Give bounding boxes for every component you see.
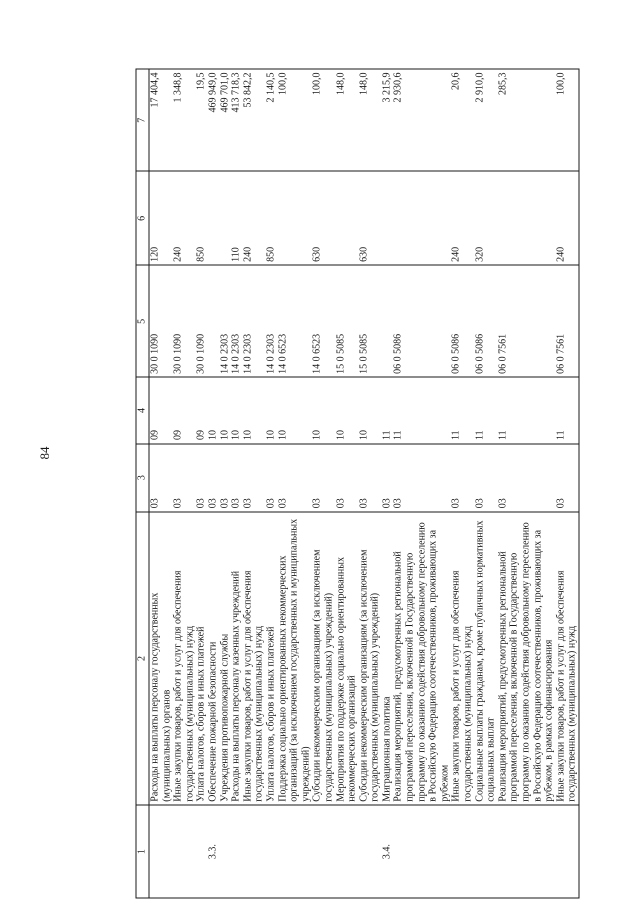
row-section-code: 03	[555, 444, 579, 512]
row-target-code: 15 0 5085	[358, 265, 381, 377]
row-number	[277, 805, 312, 898]
header-col-1: 1	[136, 805, 149, 898]
row-target-code: 14 0 2303	[265, 265, 277, 377]
row-number	[555, 805, 579, 898]
row-section-code: 03	[219, 444, 231, 512]
row-number	[335, 805, 358, 898]
page-number: 84	[37, 446, 52, 460]
table-row	[265, 69, 277, 898]
row-target-code: 06 0 7561	[497, 265, 555, 377]
row-target-code: 14 0 2303	[219, 265, 231, 377]
row-amount: 2 910,0	[474, 69, 497, 171]
row-name: Реализация мероприятий, предусмотренных региональной программой переселения, включенной в Государственную программу по оказанию содействия добровольному переселению в Российскую Федерацию соотечественников, проживающих за рубежом	[393, 512, 451, 805]
header-col-4: 4	[136, 377, 149, 443]
row-number	[265, 805, 277, 898]
row-name: Реализация мероприятий, предусмотренных региональной программой переселения, включенной в Государственную программу по оказанию содействия добровольному переселению в Российскую Федерацию соотечественников, проживающих за рубежом, в рамках софинансирования	[497, 512, 555, 805]
row-amount: 2 930,6	[393, 69, 451, 171]
header-col-6: 6	[136, 171, 149, 265]
table-row	[358, 69, 381, 898]
row-name: Расходы на выплаты персоналу государственных (муниципальных) органов	[149, 512, 173, 805]
table-row	[173, 69, 196, 898]
row-section-code: 03	[242, 444, 265, 512]
row-number: 3.4.	[381, 805, 393, 898]
row-subsection-code: 09	[196, 377, 208, 443]
table-row	[312, 69, 335, 898]
row-subsection-code: 11	[451, 377, 474, 443]
row-expense-type-code: 320	[474, 171, 497, 265]
row-expense-type-code: 850	[196, 171, 208, 265]
row-amount: 17 404,4	[149, 69, 173, 171]
row-amount: 2 140,5	[265, 69, 277, 171]
header-col-5: 5	[136, 265, 149, 377]
row-name: Мероприятия по поддержке социально ориентированных некоммерческих организаций	[335, 512, 358, 805]
row-expense-type-code	[207, 171, 219, 265]
row-subsection-code: 10	[219, 377, 231, 443]
row-amount: 3 215,9	[381, 69, 393, 171]
row-section-code: 03	[393, 444, 451, 512]
row-name: Расходы на выплаты персоналу казенных учреждений	[231, 512, 243, 805]
row-expense-type-code	[381, 171, 393, 265]
row-amount: 100,0	[555, 69, 579, 171]
row-section-code: 03	[265, 444, 277, 512]
rotated-table-container	[136, 69, 611, 899]
row-expense-type-code: 120	[149, 171, 173, 265]
row-section-code: 03	[277, 444, 312, 512]
table-row	[474, 69, 497, 898]
row-target-code: 14 0 2303	[242, 265, 265, 377]
row-amount: 53 842,2	[242, 69, 265, 171]
row-name: Иные закупки товаров, работ и услуг для обеспечения государственных (муниципальных) нужд	[555, 512, 579, 805]
row-section-code: 03	[312, 444, 335, 512]
header-col-3: 3	[136, 444, 149, 512]
row-target-code: 15 0 5085	[335, 265, 358, 377]
row-number	[173, 805, 196, 898]
row-number	[196, 805, 208, 898]
row-number	[358, 805, 381, 898]
row-number	[242, 805, 265, 898]
row-target-code	[207, 265, 219, 377]
row-target-code: 30 0 1090	[196, 265, 208, 377]
table-row	[393, 69, 451, 898]
row-target-code: 06 0 7561	[555, 265, 579, 377]
row-expense-type-code: 630	[358, 171, 381, 265]
row-name: Учреждения противопожарной службы	[219, 512, 231, 805]
row-subsection-code: 10	[207, 377, 219, 443]
row-section-code: 03	[207, 444, 219, 512]
row-expense-type-code: 240	[451, 171, 474, 265]
row-subsection-code: 10	[335, 377, 358, 443]
row-target-code: 14 0 2303	[231, 265, 243, 377]
row-number	[497, 805, 555, 898]
row-subsection-code: 10	[277, 377, 312, 443]
row-expense-type-code	[219, 171, 231, 265]
row-expense-type-code	[277, 171, 312, 265]
row-amount: 469 701,0	[219, 69, 231, 171]
row-target-code: 30 0 1090	[149, 265, 173, 377]
row-name: Иные закупки товаров, работ и услуг для обеспечения государственных (муниципальных) нужд	[173, 512, 196, 805]
row-expense-type-code: 240	[242, 171, 265, 265]
table-row	[149, 69, 173, 898]
row-subsection-code: 10	[242, 377, 265, 443]
row-number	[451, 805, 474, 898]
table-body	[149, 69, 579, 898]
table-row	[335, 69, 358, 898]
row-expense-type-code	[393, 171, 451, 265]
row-target-code: 30 0 1090	[173, 265, 196, 377]
row-name: Уплата налогов, сборов и иных платежей	[265, 512, 277, 805]
row-number	[474, 805, 497, 898]
row-target-code: 06 0 5086	[474, 265, 497, 377]
row-section-code: 03	[231, 444, 243, 512]
row-section-code: 03	[451, 444, 474, 512]
row-name: Иные закупки товаров, работ и услуг для обеспечения государственных (муниципальных) нужд	[242, 512, 265, 805]
row-section-code: 03	[173, 444, 196, 512]
row-subsection-code: 10	[231, 377, 243, 443]
row-subsection-code: 10	[358, 377, 381, 443]
row-amount: 20,6	[451, 69, 474, 171]
row-section-code: 03	[335, 444, 358, 512]
row-target-code: 06 0 5086	[393, 265, 451, 377]
row-number	[149, 805, 173, 898]
row-number	[219, 805, 231, 898]
row-amount: 413 718,3	[231, 69, 243, 171]
row-subsection-code: 10	[312, 377, 335, 443]
table-row	[207, 69, 219, 898]
row-number	[231, 805, 243, 898]
table-row	[219, 69, 231, 898]
table-row	[451, 69, 474, 898]
budget-table	[136, 69, 580, 899]
row-amount: 19,5	[196, 69, 208, 171]
row-name: Социальные выплаты гражданам, кроме публичных нормативных социальных выплат	[474, 512, 497, 805]
table-row	[381, 69, 393, 898]
row-expense-type-code	[335, 171, 358, 265]
row-name: Обеспечение пожарной безопасности	[207, 512, 219, 805]
row-number	[393, 805, 451, 898]
row-name: Субсидии некоммерческим организациям (за исключением государственных (муниципальных) учреждений)	[312, 512, 335, 805]
row-subsection-code: 11	[393, 377, 451, 443]
row-amount: 469 949,0	[207, 69, 219, 171]
row-expense-type-code: 240	[173, 171, 196, 265]
row-section-code: 03	[497, 444, 555, 512]
row-subsection-code: 11	[555, 377, 579, 443]
row-amount: 285,3	[497, 69, 555, 171]
row-target-code: 06 0 5086	[451, 265, 474, 377]
row-section-code: 03	[358, 444, 381, 512]
row-subsection-code: 10	[265, 377, 277, 443]
row-expense-type-code: 240	[555, 171, 579, 265]
row-name: Миграционная политика	[381, 512, 393, 805]
row-amount: 148,0	[358, 69, 381, 171]
row-expense-type-code: 630	[312, 171, 335, 265]
row-subsection-code: 09	[149, 377, 173, 443]
row-expense-type-code: 850	[265, 171, 277, 265]
row-section-code: 03	[474, 444, 497, 512]
table-row	[231, 69, 243, 898]
row-name: Поддержка социально ориентированных некоммерческих организаций (за исключением государственных и муниципальных учреждений)	[277, 512, 312, 805]
row-section-code: 03	[149, 444, 173, 512]
header-col-7: 7	[136, 69, 149, 171]
row-section-code: 03	[196, 444, 208, 512]
header-col-2: 2	[136, 512, 149, 805]
row-number: 3.3.	[207, 805, 219, 898]
row-amount: 100,0	[312, 69, 335, 171]
row-target-code: 14 0 6523	[277, 265, 312, 377]
row-section-code: 03	[381, 444, 393, 512]
row-expense-type-code	[497, 171, 555, 265]
row-target-code: 14 0 6523	[312, 265, 335, 377]
row-name: Уплата налогов, сборов и иных платежей	[196, 512, 208, 805]
row-subsection-code: 11	[497, 377, 555, 443]
table-header-row	[136, 69, 149, 898]
row-subsection-code: 11	[474, 377, 497, 443]
row-subsection-code: 09	[173, 377, 196, 443]
row-amount: 1 348,8	[173, 69, 196, 171]
table-row	[277, 69, 312, 898]
row-subsection-code: 11	[381, 377, 393, 443]
row-amount: 148,0	[335, 69, 358, 171]
table-row	[555, 69, 579, 898]
table-row	[497, 69, 555, 898]
row-expense-type-code: 110	[231, 171, 243, 265]
row-number	[312, 805, 335, 898]
row-target-code	[381, 265, 393, 377]
table-row	[196, 69, 208, 898]
row-name: Иные закупки товаров, работ и услуг для обеспечения государственных (муниципальных) нужд	[451, 512, 474, 805]
row-amount: 100,0	[277, 69, 312, 171]
table-row	[242, 69, 265, 898]
row-name: Субсидии некоммерческим организациям (за исключением государственных (муниципальных) учреждений)	[358, 512, 381, 805]
